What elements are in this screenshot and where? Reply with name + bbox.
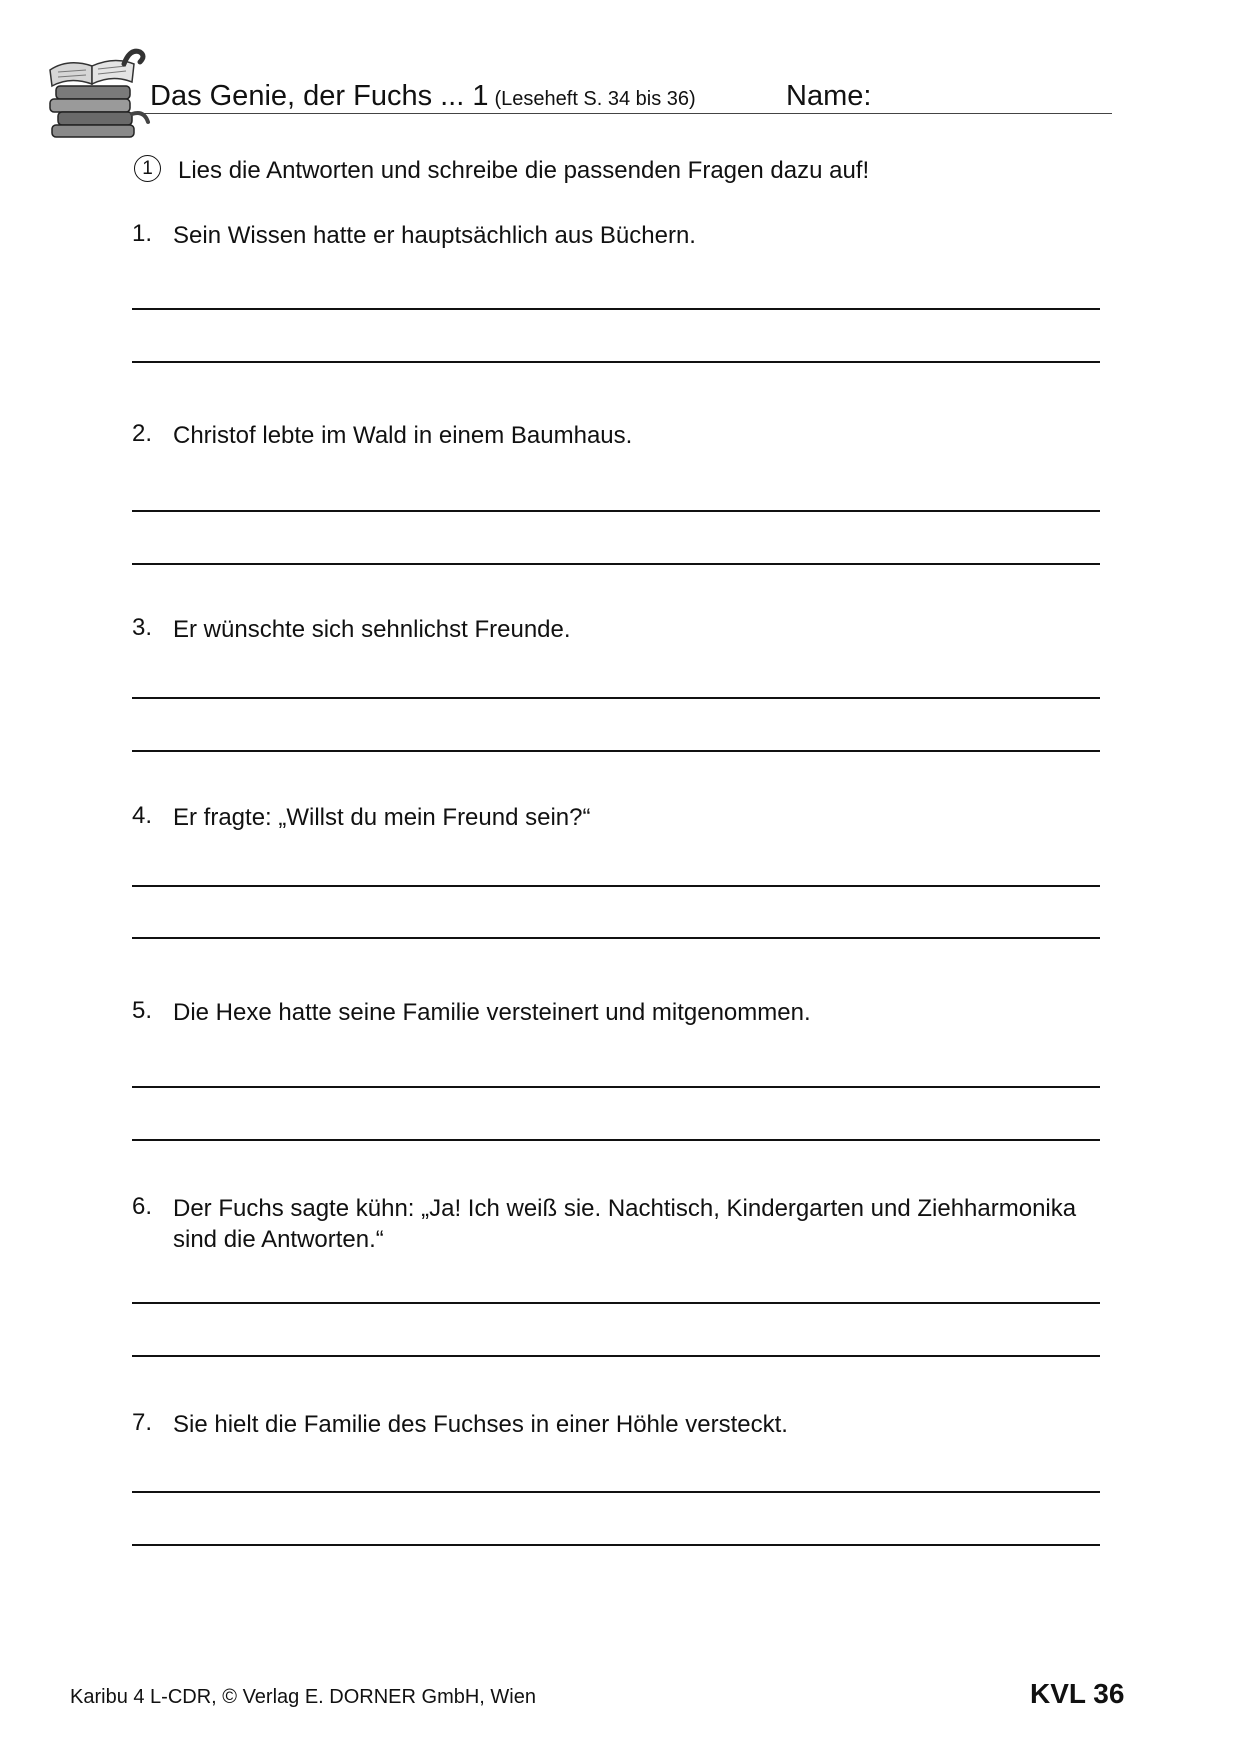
answer-line[interactable] [132,361,1100,363]
answer-line[interactable] [132,937,1100,939]
footer-copyright: Karibu 4 L-CDR, © Verlag E. DORNER GmbH, Wien [70,1686,536,1708]
name-field-line[interactable] [142,113,1112,114]
instruction-number-badge: 1 [134,155,161,182]
answer-line[interactable] [132,563,1100,565]
worksheet-title [150,80,696,113]
answer-line[interactable] [132,885,1100,887]
answer-line[interactable] [132,1139,1100,1141]
question-text: Die Hexe hatte seine Familie versteinert und mitgenommen. [173,999,811,1026]
book-stack-logo [40,44,152,140]
question-number: 5. [132,997,153,1024]
answer-line[interactable] [132,1302,1100,1304]
answer-line[interactable] [132,308,1100,310]
answer-line[interactable] [132,1355,1100,1357]
question-number: 1. [132,220,153,247]
question-number: 7. [132,1409,153,1436]
title-text: Das Genie, der Fuchs ... 1 [150,80,489,112]
answer-line[interactable] [132,510,1100,512]
title-reference: (Leseheft S. 34 bis 36) [494,88,696,110]
question-text: Christof lebte im Wald in einem Baumhaus. [173,422,633,449]
question-number: 2. [132,420,153,447]
answer-line[interactable] [132,1544,1100,1546]
question-number: 4. [132,802,153,829]
worksheet-code: KVL 36 [1030,1678,1125,1709]
name-label: Name: [786,80,872,112]
question-text: Er fragte: „Willst du mein Freund sein?“ [173,804,591,831]
question-text: Er wünschte sich sehnlichst Freunde. [173,616,571,643]
question-text: Sein Wissen hatte er hauptsächlich aus Büchern. [173,222,696,249]
answer-line[interactable] [132,1491,1100,1493]
question-text: Der Fuchs sagte kühn: „Ja! Ich weiß sie. Nachtisch, Kindergarten und Ziehharmonika sind die Antworten.“ [173,1195,1077,1253]
question-number: 6. [132,1193,153,1220]
question-number: 3. [132,614,153,641]
question-text: Sie hielt die Familie des Fuchses in einer Höhle versteckt. [173,1411,788,1438]
answer-line[interactable] [132,1086,1100,1088]
instruction-text: Lies die Antworten und schreibe die passenden Fragen dazu auf! [178,157,870,184]
answer-line[interactable] [132,750,1100,752]
answer-line[interactable] [132,697,1100,699]
